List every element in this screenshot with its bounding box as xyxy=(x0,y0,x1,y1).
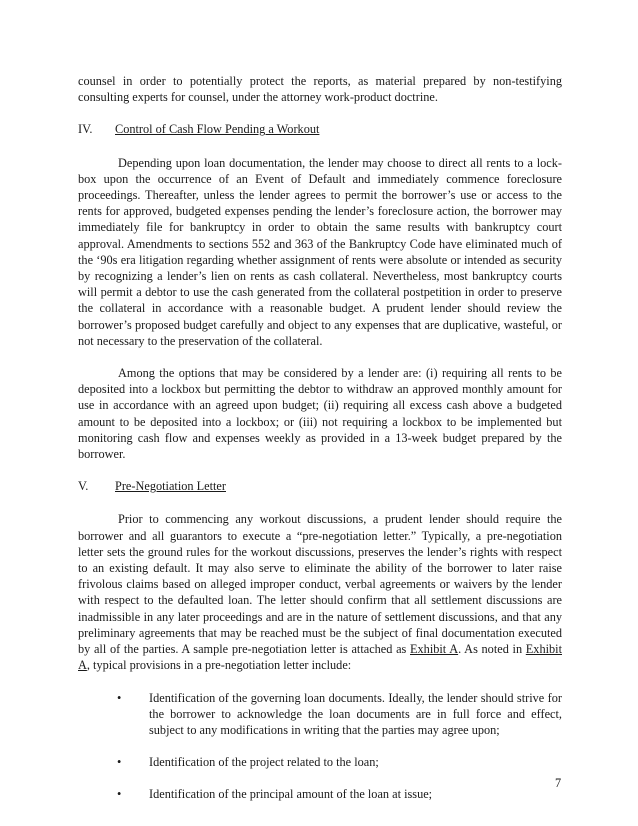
list-item-text: Identification of the governing loan documents. Ideally, the lender should strive for the borrower to acknowledge the loan documents are in full force and effect, subject to any modifications in writing that the parties may agree upon; xyxy=(149,690,562,737)
list-item xyxy=(78,690,562,739)
provisions-list xyxy=(78,690,562,803)
section-v-paragraph-between: . As noted in xyxy=(458,642,526,657)
section-v-heading xyxy=(78,478,562,494)
section-v-number: V. xyxy=(78,479,89,494)
section-v-title: Pre-Negotiation Letter xyxy=(115,479,226,494)
intro-paragraph: counsel in order to potentially protect the reports, as material prepared by non-testifying consulting experts for counsel, under the attorney work-product doctrine. xyxy=(78,74,562,105)
section-iv-number: IV. xyxy=(78,122,93,137)
bullet-icon: • xyxy=(117,690,122,705)
section-iv-paragraph-2: Among the options that may be considered by a lender are: (i) requiring all rents to be deposited into a lockbox but permitting the debtor to withdraw an approved monthly amount for use in accordance with an agreed upon budget; (ii) requiring all excess cash above a budgeted amount to be deposited into a lockbox; or (iii) not requiring a lockbox to be implemented but monitoring cash flow and expenses weekly as provided in a 13-week budget prepared by the borrower. xyxy=(78,366,562,462)
exhibit-a-link-1[interactable]: Exhibit A xyxy=(410,642,459,657)
section-iv-heading xyxy=(78,121,562,137)
list-item xyxy=(78,786,562,802)
page-body xyxy=(78,73,562,819)
list-item xyxy=(78,754,562,770)
section-v-paragraph-text: Prior to commencing any workout discussions, a prudent lender should require the borrower and all guarantors to execute a “pre-negotiation letter.” Typically, a pre-negotiation letter sets the ground rules for the workout discussions, preserves the lender’s rights with respect to an existing default. It may also serve to eliminate the ability of the borrower to later raise frivolous claims based on alleged improper conduct, verbal agreements or waivers by the lender with respect to the defaulted loan. The letter should confirm that all settlement discussions are inadmissible in any later proceedings and are in the nature of settlement discussions, and that any preliminary agreements that may be reached must be the subject of final documentation executed by all of the parties. A sample pre-negotiation letter is attached as xyxy=(78,512,562,657)
exhibit-a-link-2[interactable]: Exhibit A xyxy=(78,642,562,673)
section-iv-paragraph-1: Depending upon loan documentation, the lender may choose to direct all rents to a lock-box upon the occurrence of an Event of Default and immediately commence foreclosure proceedings. Thereafter, unless the lender agrees to permit the borrower’s use or access to the rents for approved, budgeted expenses pending the lender’s foreclosure action, the borrower may immediately file for bankruptcy in order to obtain the same results with bankruptcy court approval. Amendments to sections 552 and 363 of the Bankruptcy Code have eliminated much of the ‘90s era litigation regarding whether assignment of rents were absolute or intended as security by recognizing a lender’s lien on rents as cash collateral. Nevertheless, most bankruptcy courts will permit a debtor to use the cash generated from the collateral postpetition in order to preserve the collateral in accordance with a reasonable budget. A prudent lender should review the borrower’s proposed budget carefully and object to any expenses that are duplicative, wasteful, or not necessary to the preservation of the collateral. xyxy=(78,155,562,348)
list-item-text: Identification of the principal amount of the loan at issue; xyxy=(149,787,433,802)
section-iv-title: Control of Cash Flow Pending a Workout xyxy=(115,122,320,137)
bullet-icon: • xyxy=(117,787,122,802)
section-v-paragraph-end: , typical provisions in a pre-negotiation letter include: xyxy=(86,658,352,673)
page-number: 7 xyxy=(555,776,562,790)
section-v-paragraph xyxy=(78,511,562,673)
list-item-text: Identification of the project related to the loan; xyxy=(149,755,379,770)
bullet-icon: • xyxy=(117,755,122,770)
